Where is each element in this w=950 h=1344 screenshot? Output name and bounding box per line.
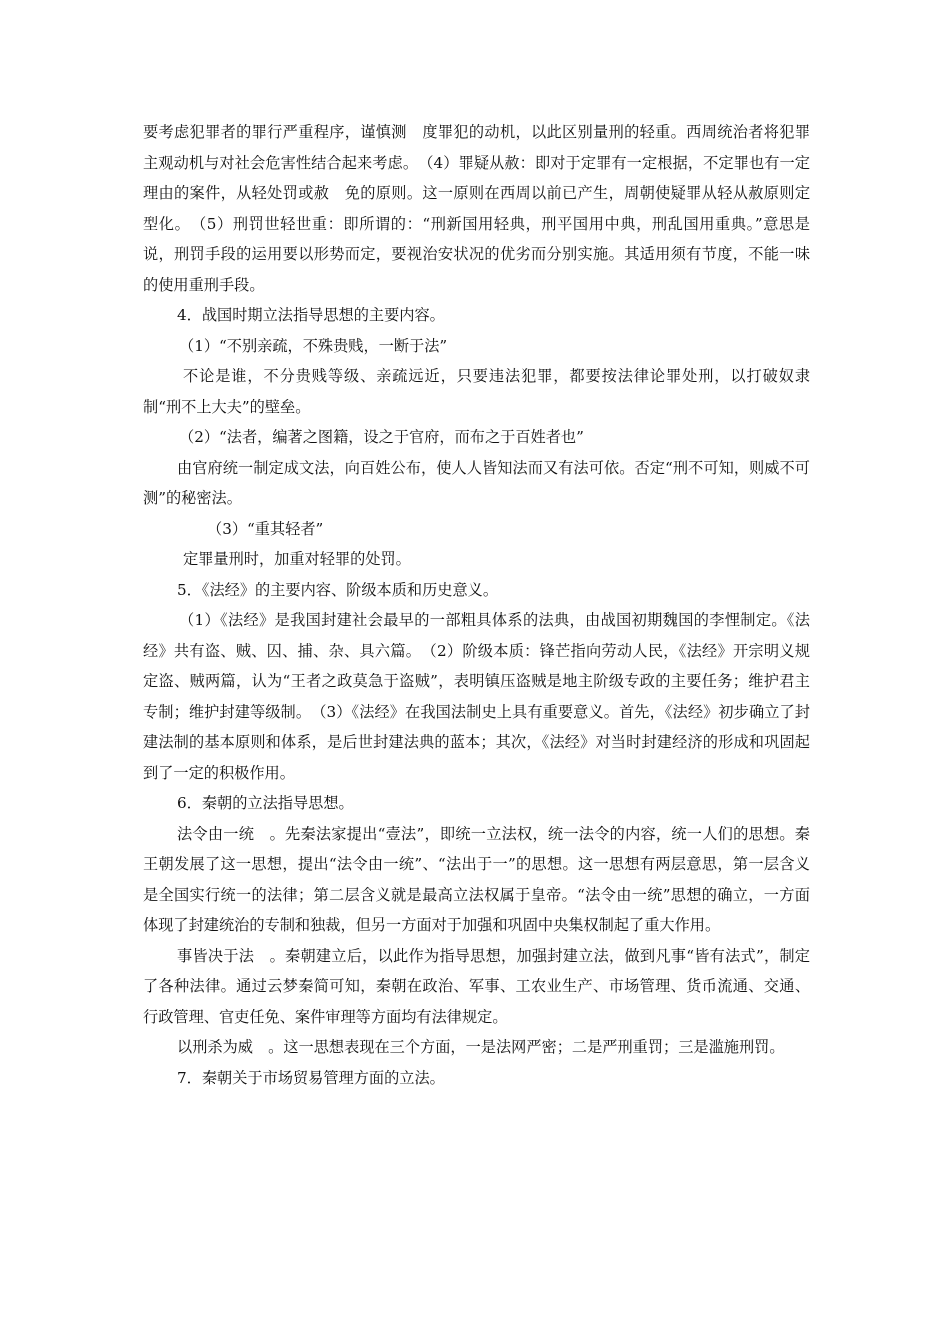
section-heading-6: 6．秦朝的立法指导思想。: [177, 794, 354, 812]
paragraph-4-1: 不论是谁，不分贵贱等级、亲疏远近，只要违法犯罪，都要按法律论罪处刑，以打破奴隶制“刑不上大夫”的壁垒。: [143, 367, 810, 416]
subheading-4-1: （1）“不别亲疏，不殊贵贱，一断于法”: [179, 336, 448, 355]
paragraph-4-2: 由官府统一制定成文法，向百姓公布，使人人皆知法而又有法可依。否定“刑不可知，则威不可测”的秘密法。: [143, 458, 810, 507]
section-heading-5: 5．《法经》的主要内容、阶级本质和历史意义。: [177, 580, 499, 599]
subheading-4-3: （3）“重其轻者”: [207, 519, 324, 538]
subheading-4-2: （2）“法者，编著之图籍，设之于官府，而布之于百姓者也”: [179, 428, 584, 446]
paragraph-6-3: 以刑杀为威 。这一思想表现在三个方面，一是法网严密；二是严刑重罚；三是滥施刑罚。: [177, 1038, 785, 1056]
section-heading-7: 7．秦朝关于市场贸易管理方面的立法。: [177, 1068, 445, 1087]
paragraph-6-2: 事皆决于法 。秦朝建立后，以此作为指导思想，加强封建立法，做到凡事“皆有法式”，制定了各种法律。通过云梦秦简可知，秦朝在政治、军事、工农业生产、市场管理、货币流通、交通、行政管理、官吏任免、案件审理等方面均有法律规定。: [143, 946, 810, 1026]
paragraph-4-3: 定罪量刑时，加重对轻罪的处罚。: [183, 550, 411, 568]
paragraph-6-1: 法令由一统 。先秦法家提出“壹法”，即统一立法权，统一法令的内容，统一人们的思想。秦王朝发展了这一思想，提出“法令由一统”、“法出于一”的思想。这一思想有两层意思，第一层含义是全国实行统一的法律；第二层含义就是最高立法权属于皇帝。“法令由一统”思想的确立，一方面体现了封建统治的专制和独裁，但另一方面对于加强和巩固中央集权制起了重大作用。: [143, 824, 810, 934]
section-heading-4: 4．战国时期立法指导思想的主要内容。: [177, 306, 445, 324]
paragraph-continued-text: 要考虑犯罪者的罪行严重程序，谨慎测 度罪犯的动机，以此区别量刑的轻重。西周统治者将犯罪主观动机与对社会危害性结合起来考虑。 （4）罪疑从赦：即对于定罪有一定根据，不定罪也有一定理由的案件，从轻处罚或赦 免的原则。这一原则在西周以前已产生，周朝使疑罪从轻从赦原则定型化。 （5）刑罚世轻世重：即所谓的：“刑新国用轻典，刑平国用中典，刑乱国用重典。”意思是说，刑罚手段的运用要以形势而定，要视治安状况的优劣而分别实施。其适用须有节度，不能一味的使用重刑手段。: [143, 123, 810, 294]
paragraph-5: （1）《法经》是我国封建社会最早的一部粗具体系的法典，由战国初期魏国的李悝制定。《法经》共有盗、贼、囚、捕、杂、具六篇。 （2）阶级本质：锋芒指向劳动人民，《法经》开宗明义规定盗、贼两篇，认为“王者之政莫急于盗贼”，表明镇压盗贼是地主阶级专政的主要任务；维护君主专制；维护封建等级制。 （3）《法经》在我国法制史上具有重要意义。首先，《法经》初步确立了封建法制的基本原则和体系，是后世封建法典的蓝本；其次，《法经》对当时封建经济的形成和巩固起到了一定的积极作用。: [143, 611, 810, 782]
document-body: [143, 117, 810, 1093]
